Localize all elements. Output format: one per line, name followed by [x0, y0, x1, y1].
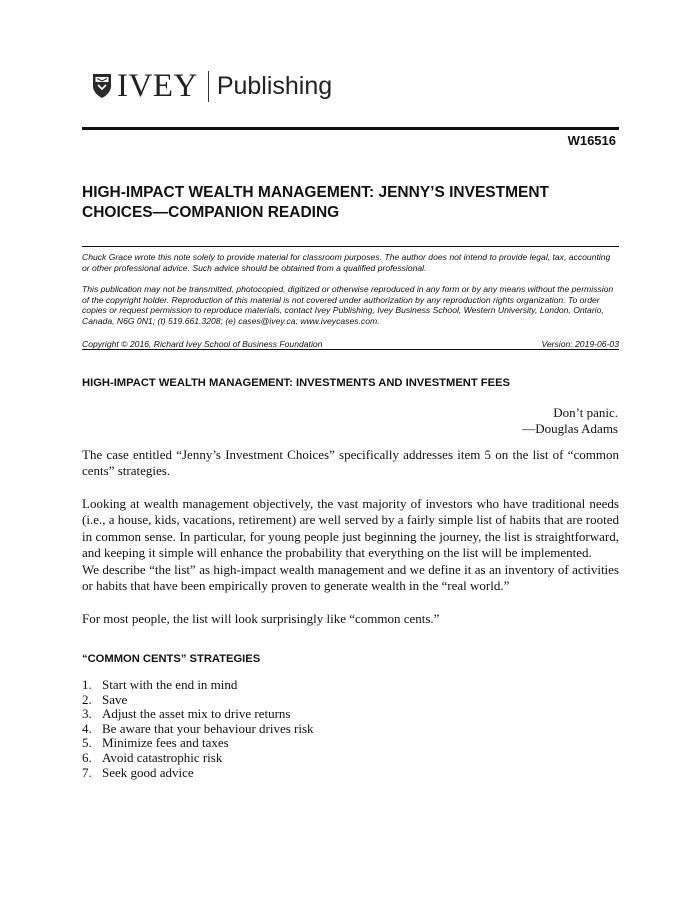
- list-item: [82, 693, 314, 708]
- logo-divider: [208, 71, 209, 102]
- list-item: [82, 707, 314, 722]
- list-item: [82, 722, 314, 737]
- paragraph: The case entitled “Jenny’s Investment Choices” specifically addresses item 5 on the list of “common cents” strategies.: [82, 447, 619, 479]
- section-heading-strategies: “COMMON CENTS” STRATEGIES: [82, 653, 261, 665]
- document-title: HIGH-IMPACT WEALTH MANAGEMENT: JENNY’S INVESTMENT CHOICES—COMPANION READING: [82, 184, 550, 221]
- epigraph-author: —Douglas Adams: [522, 421, 618, 436]
- notice-top-rule: [82, 246, 619, 247]
- paragraph: We describe “the list” as high-impact wealth management and we define it as an inventory of activities or habits that have been empirically proven to generate wealth in the “real world.”: [82, 562, 619, 594]
- list-number: 6.: [82, 749, 92, 765]
- list-item: [82, 736, 314, 751]
- header-rule: [82, 127, 619, 130]
- logo-publishing-text: Publishing: [216, 71, 333, 100]
- copyright-text: Copyright © 2016, Richard Ivey School of Business Foundation: [82, 339, 323, 349]
- version-text: Version: 2019-06-03: [541, 339, 619, 349]
- list-text: Save: [102, 691, 128, 707]
- logo-brand-text: IVEY: [117, 67, 198, 104]
- strategies-list: [82, 678, 314, 780]
- list-text: Seek good advice: [102, 764, 194, 780]
- paragraph: For most people, the list will look surprisingly like “common cents.”: [82, 611, 440, 626]
- epigraph-quote: Don’t panic.: [553, 405, 618, 420]
- list-text: Minimize fees and taxes: [102, 735, 229, 751]
- list-text: Start with the end in mind: [102, 677, 238, 692]
- list-item: [82, 766, 314, 781]
- list-text: Adjust the asset mix to drive returns: [102, 706, 291, 722]
- list-number: 3.: [82, 706, 92, 722]
- copyright-line: [82, 339, 619, 349]
- ivey-crest-icon: [92, 73, 112, 99]
- list-text: Avoid catastrophic risk: [102, 749, 223, 765]
- author-notice: Chuck Grace wrote this note solely to provide material for classroom purposes. The author does not intend to provide legal, tax, accounting or other professional advice. Such advice should be obtained from a qualified professional.: [82, 252, 611, 273]
- case-number: W16516: [567, 133, 616, 148]
- list-number: 4.: [82, 720, 92, 736]
- epigraph: [522, 405, 618, 437]
- list-number: 7.: [82, 764, 92, 780]
- list-item: [82, 678, 314, 693]
- list-number: 2.: [82, 691, 92, 707]
- ivey-publishing-logo: [92, 68, 332, 104]
- list-item: [82, 751, 314, 766]
- list-number: 1.: [82, 677, 92, 692]
- rights-notice: This publication may not be transmitted, photocopied, digitized or otherwise reproduced in any form or by any means without the permission of the copyright holder. Reproduction of this material is not covered under authorization by any reproduction rights organization. To order copies or request permission to reproduce materials, contact Ivey Publishing, Ivey Business School, Western University, London, Ontario, Canada, N6G 0N1; (t) 519.661.3208; (e) cases@ivey.ca; www.iveycases.com.: [82, 284, 614, 326]
- paragraph: Looking at wealth management objectively, the vast majority of investors who have traditional needs (i.e., a house, kids, vacations, retirement) are well served by a fairly simple list of habits that are rooted in common sense. In particular, for young people just beginning the journey, the list is straightforward, and keeping it simple will enhance the probability that everything on the list will be implemented.: [82, 496, 619, 560]
- notice-bottom-rule: [82, 349, 619, 350]
- list-text: Be aware that your behaviour drives risk: [102, 720, 314, 736]
- list-number: 5.: [82, 735, 92, 751]
- section-heading-investments: HIGH-IMPACT WEALTH MANAGEMENT: INVESTMENTS AND INVESTMENT FEES: [82, 377, 511, 389]
